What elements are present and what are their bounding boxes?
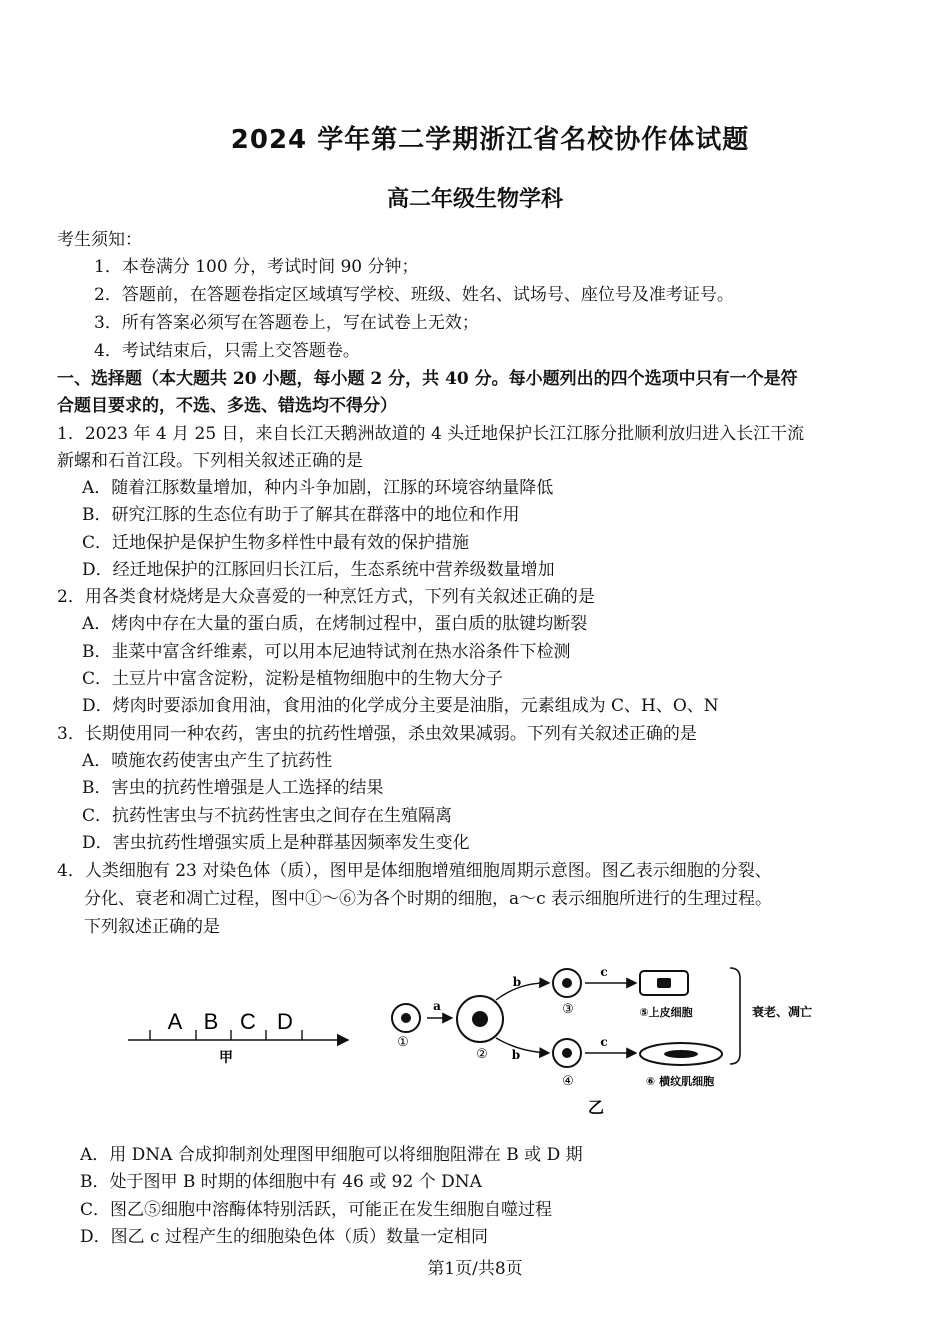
cell-cycle-figure — [120, 955, 850, 1125]
figure-yi-caption: 乙 — [587, 1098, 605, 1117]
cell-6-nucleus — [664, 1050, 698, 1058]
q3-option-a: A．喷施农药使害虫产生了抗药性 — [82, 751, 333, 771]
exam-title: 2024 学年第二学期浙江省名校协作体试题 — [230, 125, 750, 155]
q4-option-d: D．图乙 c 过程产生的细胞染色体（质）数量一定相同 — [80, 1227, 488, 1247]
q4-stem: 分化、衰老和凋亡过程，图中①～⑥为各个时期的细胞，a～c 表示细胞所进行的生理过程。 — [84, 889, 773, 909]
q1-stem: 1．2023 年 4 月 25 日，来自长江天鹅洲故道的 4 头迁地保护长江江豚分批顺利放归进入长江干流 — [57, 424, 805, 444]
q3-stem: 3．长期使用同一种农药，害虫的抗药性增强，杀虫效果减弱。下列有关叙述正确的是 — [57, 724, 697, 744]
cell-2-nucleus — [472, 1011, 488, 1027]
cell-4-nucleus — [562, 1048, 572, 1058]
process-a-label: a — [433, 999, 441, 1013]
q1-option-b: B．研究江豚的生态位有助于了解其在群落中的地位和作用 — [82, 505, 520, 525]
process-c-top-label: c — [600, 965, 608, 979]
cell-1-label: ① — [397, 1035, 409, 1050]
cell-1-nucleus — [401, 1013, 411, 1023]
arrow-b-bottom — [496, 1038, 549, 1053]
q4-stem: 下列叙述正确的是 — [84, 917, 220, 937]
phase-label-b: B — [203, 1009, 219, 1034]
process-b-top-label: b — [512, 975, 522, 989]
bracket — [730, 968, 740, 1064]
cell-3-nucleus — [562, 978, 572, 988]
cell-2-label: ② — [476, 1047, 488, 1062]
process-c-bottom-label: c — [600, 1035, 608, 1049]
notice-item: 3．所有答案必须写在答题卷上，写在试卷上无效； — [94, 313, 479, 333]
cell-5-label: ⑤上皮细胞 — [639, 1006, 693, 1019]
bracket-label: 衰老、凋亡 — [751, 1005, 813, 1019]
q2-option-d: D．烤肉时要添加食用油，食用油的化学成分主要是油脂，元素组成为 C、H、O、N — [82, 696, 719, 716]
section-heading-line2: 合题目要求的，不选、多选、错选均不得分） — [57, 396, 397, 416]
section-heading-line1: 一、选择题（本大题共 20 小题，每小题 2 分，共 40 分。每小题列出的四个选项中只有一个是符 — [57, 369, 798, 389]
process-b-bottom-label: b — [511, 1048, 521, 1062]
cell-3-label: ③ — [562, 1002, 574, 1017]
arrow-b-top — [496, 983, 549, 1000]
q2-stem: 2．用各类食材烧烤是大众喜爱的一种烹饪方式，下列有关叙述正确的是 — [57, 587, 595, 607]
phase-label-d: D — [277, 1009, 293, 1034]
q4-stem: 4．人类细胞有 23 对染色体（质），图甲是体细胞增殖细胞周期示意图。图乙表示细胞的分裂、 — [57, 861, 772, 881]
q4-option-a: A．用 DNA 合成抑制剂处理图甲细胞可以将细胞阻滞在 B 或 D 期 — [80, 1145, 583, 1165]
q1-option-d: D．经迁地保护的江豚回归长江后，生态系统中营养级数量增加 — [82, 560, 555, 580]
cell-6-label: ⑥ 横纹肌细胞 — [645, 1075, 715, 1088]
figure-jia-caption: 甲 — [219, 1050, 233, 1066]
phase-label-c: C — [240, 1009, 256, 1034]
q1-stem: 新螺和石首江段。下列相关叙述正确的是 — [57, 451, 363, 471]
phase-label-a: A — [167, 1009, 183, 1034]
notice-heading: 考生须知： — [57, 230, 142, 250]
notice-item: 4．考试结束后，只需上交答题卷。 — [94, 341, 360, 361]
cell-4-label: ④ — [562, 1074, 574, 1089]
page-number: 第1页/共8页 — [427, 1259, 523, 1279]
q1-option-a: A．随着江豚数量增加，种内斗争加剧，江豚的环境容纳量降低 — [82, 478, 554, 498]
q2-option-a: A．烤肉中存在大量的蛋白质，在烤制过程中，蛋白质的肽键均断裂 — [82, 614, 588, 634]
exam-subtitle: 高二年级生物学科 — [386, 187, 563, 212]
q4-option-b: B．处于图甲 B 时期的体细胞中有 46 或 92 个 DNA — [80, 1172, 482, 1192]
cell-5-nucleus — [657, 978, 671, 988]
q3-option-b: B．害虫的抗药性增强是人工选择的结果 — [82, 778, 384, 798]
q1-option-c: C．迁地保护是保护生物多样性中最有效的保护措施 — [82, 533, 470, 553]
q2-option-b: B．韭菜中富含纤维素，可以用本尼迪特试剂在热水浴条件下检测 — [82, 642, 571, 662]
q3-option-c: C．抗药性害虫与不抗药性害虫之间存在生殖隔离 — [82, 806, 453, 826]
q4-option-c: C．图乙⑤细胞中溶酶体特别活跃，可能正在发生细胞自噬过程 — [80, 1200, 553, 1220]
q2-option-c: C．土豆片中富含淀粉，淀粉是植物细胞中的生物大分子 — [82, 669, 504, 689]
notice-item: 2．答题前，在答题卷指定区域填写学校、班级、姓名、试场号、座位号及准考证号。 — [94, 285, 734, 305]
q3-option-d: D．害虫抗药性增强实质上是种群基因频率发生变化 — [82, 833, 470, 853]
notice-item: 1．本卷满分 100 分，考试时间 90 分钟； — [94, 257, 419, 277]
